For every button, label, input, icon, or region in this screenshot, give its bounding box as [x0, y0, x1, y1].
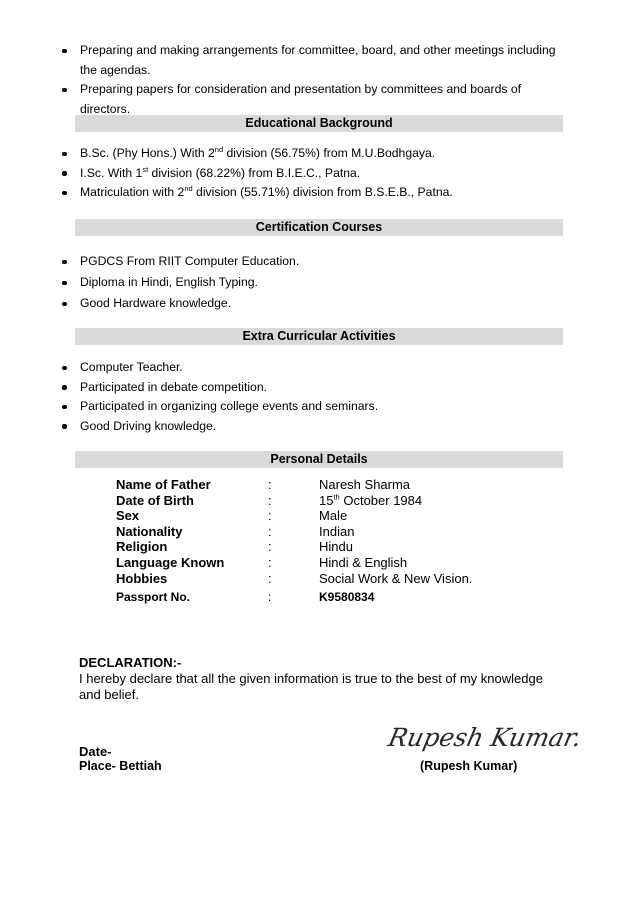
list-item: I.Sc. With 1st division (68.22%) from B.I.E.C., Patna.	[0, 164, 570, 184]
place-label: Place- Bettiah	[79, 759, 162, 773]
signer-name: (Rupesh Kumar)	[420, 759, 518, 773]
bullet-icon	[62, 88, 67, 93]
declaration-title: DECLARATION:-	[79, 655, 182, 670]
certification-heading: Certification Courses	[75, 219, 563, 236]
signature-image	[385, 713, 585, 761]
bullet-icon	[62, 260, 67, 265]
list-item: Matriculation with 2nd division (55.71%) division from B.S.E.B., Patna.	[0, 183, 570, 203]
resume-page: Preparing and making arrangements for committee, board, and other meetings including the agendas. Preparing papers for consideration and presentation by committees and boards of directors. Educational Background B.Sc. (Phy Hons.) With 2nd division (56.75%) from M.U.Bodhgaya. I.Sc. With 1st division (68.22%) from B.I.E.C., Patna. Matriculation with 2nd division (55.71%) division from B.S.E.B., Patna. Certification Courses PGDCS From RIIT Computer Education. Diploma in Hindi, English Typing. Good Hardware knowledge. Extra Curricular Activities Computer Teacher. Participated in debate competition. Participated in organizing college events and seminars. Good Driving knowledge. Personal Details Name of Father : Naresh Sharma Date of Birth : 15th October 1984 Sex : Male Nationality : Indian Religion : Hindu Language Known : Hindi & English Hobbies : Social Work & New Vision. Passport No. : K9580834 DECLARATION:- I hereby declare that all the given information is true to the best of my knowledge and belief. Rupesh Kumar. Date- Place- Bettiah (Rupesh Kumar)	[0, 0, 638, 902]
bullet-icon	[62, 366, 67, 371]
date-label: Date-	[79, 744, 112, 759]
bullet-icon	[62, 171, 67, 176]
list-item: Computer Teacher.	[0, 358, 570, 378]
bullet-icon	[62, 191, 67, 196]
bullet-icon	[62, 405, 67, 410]
list-item: Good Hardware knowledge.	[0, 293, 570, 314]
responsibilities-list	[0, 41, 570, 119]
bullet-icon	[62, 152, 67, 157]
list-item: the agendas.	[80, 62, 151, 77]
personal-details-heading: Personal Details	[75, 451, 563, 468]
education-list	[0, 144, 570, 203]
declaration-text: I hereby declare that all the given information is true to the best of my knowledge and belief.	[79, 671, 543, 702]
certification-list	[0, 251, 570, 314]
signature-text: Rupesh Kumar.	[385, 723, 585, 752]
education-heading: Educational Background	[75, 115, 563, 132]
bullet-icon	[62, 385, 67, 390]
list-item: PGDCS From RIIT Computer Education.	[0, 251, 570, 272]
list-item: Preparing papers for consideration and presentation by committees and boards of directors.	[0, 80, 570, 119]
list-item: Diploma in Hindi, English Typing.	[0, 272, 570, 293]
extra-curricular-heading: Extra Curricular Activities	[75, 328, 563, 345]
bullet-icon	[62, 302, 67, 307]
list-item: Preparing and making arrangements for committee, board, and other meetings including	[0, 41, 570, 61]
list-item: Participated in organizing college events and seminars.	[0, 397, 570, 417]
list-item: Participated in debate competition.	[0, 378, 570, 398]
bullet-icon	[62, 281, 67, 286]
bullet-icon	[62, 424, 67, 429]
extra-curricular-list	[0, 358, 570, 436]
list-item: Good Driving knowledge.	[0, 417, 570, 437]
list-item: B.Sc. (Phy Hons.) With 2nd division (56.75%) from M.U.Bodhgaya.	[0, 144, 570, 164]
bullet-icon	[62, 49, 67, 54]
